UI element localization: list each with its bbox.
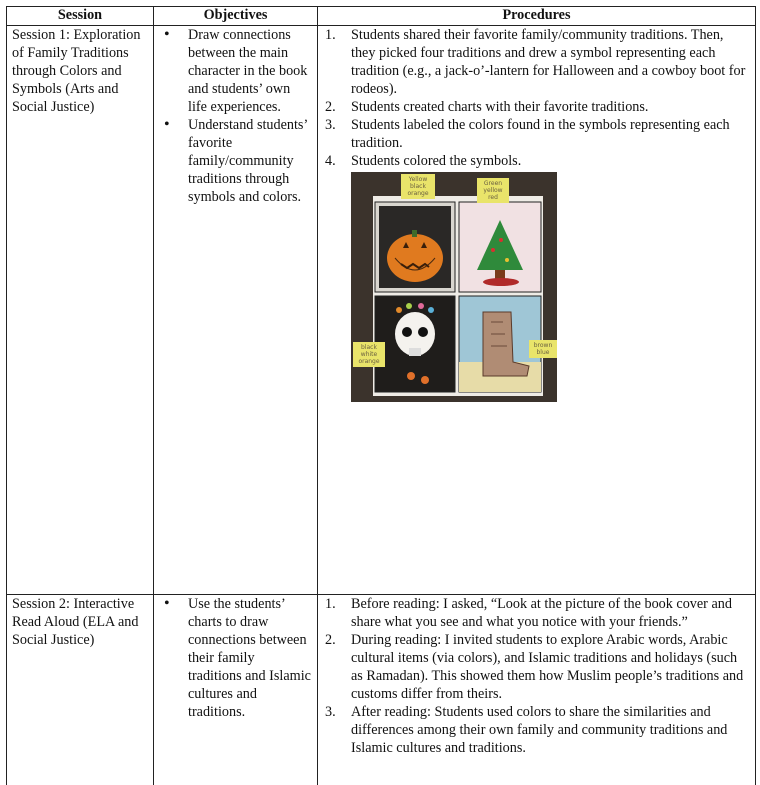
- procedure-item: 2. Students created charts with their favorite traditions.: [325, 99, 649, 115]
- sticky-note: brown blue: [529, 340, 557, 358]
- session-cell: Session 1: Exploration of Family Traditions through Colors and Symbols (Arts and Social Justice): [7, 26, 154, 595]
- table-row: [7, 595, 756, 785]
- procedure-item: 2. During reading: I invited students to explore Arabic words, Arabic cultural items (via colors), and Islamic traditions and holidays (such as Ramadan). This showed them how Muslim people’s traditions and customs differ from theirs.: [325, 632, 744, 702]
- sticky-note: Green yellow red: [477, 178, 509, 203]
- procedure-item: 4. Students colored the symbols.: [325, 153, 522, 169]
- procedures-cell: [318, 26, 756, 595]
- traditions-drawings-illustration: [351, 172, 557, 402]
- objective-item: • Understand students’ favorite family/community traditions through symbols and colors.: [161, 116, 311, 206]
- objective-item: • Draw connections between the main character in the book and students’ own life experiences.: [161, 26, 311, 116]
- objective-item: • Use the students’ charts to draw connections between their family traditions and Islamic cultures and traditions.: [161, 595, 311, 721]
- header-session: Session: [7, 7, 154, 26]
- header-procedures: Procedures: [318, 7, 756, 26]
- pumpkin-drawing: [375, 202, 455, 292]
- sticky-note: Yellow black orange: [401, 174, 435, 199]
- procedure-item: 3. After reading: Students used colors to share the similarities and differences among their own family and community traditions and Islamic cultures and traditions.: [325, 704, 728, 756]
- procedure-item: 1. Before reading: I asked, “Look at the picture of the book cover and share what you see and what you notice with your friends.”: [325, 596, 732, 630]
- table-row: [7, 26, 756, 595]
- sticky-note: black white orange: [353, 342, 385, 367]
- header-objectives: Objectives: [154, 7, 318, 26]
- skull-drawing: [375, 296, 455, 392]
- procedure-item: 3. Students labeled the colors found in the symbols representing each tradition.: [325, 117, 730, 151]
- header-row: [7, 7, 756, 26]
- christmas-tree-drawing: [459, 202, 541, 292]
- procedure-item: 1. Students shared their favorite family/community traditions. Then, they picked four traditions and drew a symbol representing each tradition (e.g., a jack-o’-lantern for Halloween and a cowboy boot for rodeos).: [325, 27, 746, 97]
- lesson-table: [6, 6, 756, 785]
- objectives-cell: [154, 26, 318, 595]
- objectives-cell: [154, 595, 318, 785]
- student-drawings-photo: [351, 172, 557, 402]
- procedures-cell: [318, 595, 756, 785]
- session-cell: Session 2: Interactive Read Aloud (ELA and Social Justice): [7, 595, 154, 785]
